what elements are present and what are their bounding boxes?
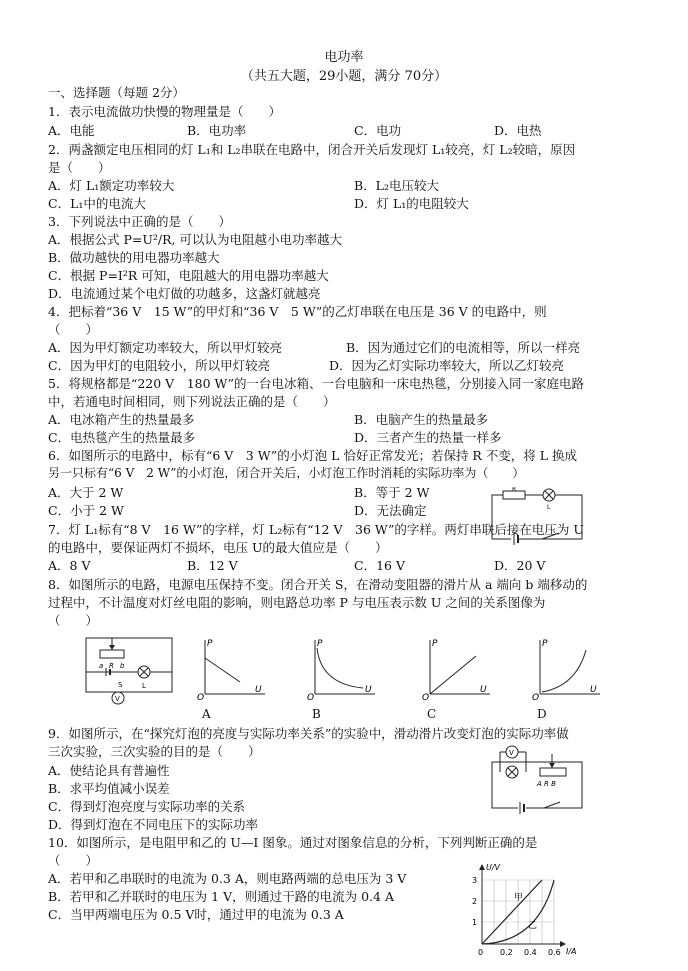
svg-text:P: P: [432, 639, 438, 649]
svg-text:O: O: [532, 693, 540, 702]
q4-option-a: A．因为甲灯额定功率较大，所以甲灯较亮: [48, 340, 283, 355]
q5-stem-line1: 5．将规格都是“220 V 180 W”的一台电冰箱、一台电脑和一床电热毯，分别接入同一家庭电路: [48, 376, 585, 391]
q10-ytick-3: 3: [472, 876, 478, 885]
svg-text:U: U: [365, 685, 372, 695]
q2-option-a: A．灯 L₁额定功率较大: [48, 178, 175, 193]
q9-option-c: C．得到灯泡亮度与实际功率的关系: [48, 799, 246, 814]
q9-circuit-diagram: [482, 742, 588, 814]
svg-text:O: O: [197, 693, 205, 702]
svg-text:R: R: [109, 662, 114, 670]
q10-xtick-3: 0.6: [548, 948, 561, 957]
q3-option-b: B．做功越快的用电器功率越大: [48, 250, 220, 265]
svg-text:U: U: [480, 685, 487, 695]
q8-graph-d-label: D: [537, 707, 547, 721]
q10-xtick-1: 0.2: [500, 948, 513, 957]
q10-option-c: C．当甲两端电压为 0.5 V时，通过甲的电流为 0.3 A: [48, 907, 344, 922]
page-subtitle: （共五大题，29小题，满分 70分）: [240, 69, 448, 84]
svg-text:O: O: [422, 693, 430, 702]
q6-stem-line1: 6．如图所示的电路中，标有“6 V 3 W”的小灯泡 L 恰好正常发光；若保持 R 不变，将 L 换成: [48, 448, 578, 463]
q3-option-a: A．根据公式 P=U²/R, 可以认为电阻越小电功率越大: [48, 232, 343, 247]
q4-option-c: C．因为甲灯的电阻较小，所以甲灯较亮: [48, 358, 271, 373]
q10-option-a: A．若甲和乙串联时的电流为 0.3 A，则电路两端的总电压为 3 V: [48, 871, 407, 886]
svg-text:V: V: [115, 695, 120, 703]
q10-option-b: B．若甲和乙并联时的电压为 1 V，则通过干路的电流为 0.4 A: [48, 889, 394, 904]
q4-stem-line1: 4．把标着“36 V 15 W”的甲灯和“36 V 5 W”的乙灯串联在电压是 36 V 的电路中，则: [48, 304, 547, 319]
q9-stem-line2: 三次实验，三次实验的目的是（ ）: [48, 744, 261, 759]
q9-option-a: A．使结论具有普遍性: [48, 763, 170, 778]
q6-option-c: C．小于 2 W: [48, 503, 124, 518]
page-title: 电功率: [324, 50, 364, 65]
q10-y-axis-label: U/V: [486, 863, 501, 872]
section-heading: 一、选择题（每题 2分）: [48, 85, 185, 100]
q8-graph-b-label: B: [312, 707, 321, 721]
q8-graph-c-label: C: [427, 707, 437, 721]
q3-option-d: D．电流通过某个电灯做的功越多，这盏灯就越亮: [48, 286, 321, 301]
svg-text:b: b: [120, 662, 125, 670]
q8-circuit-diagram: [82, 632, 178, 706]
q7-option-a: A．8 V: [48, 558, 91, 573]
q4-option-b: B．因为通过它们的电流相等，所以一样亮: [346, 340, 581, 355]
q5-stem-line2: 中，若通电时间相同，则下列说法正确的是（ ）: [48, 394, 336, 409]
svg-text:a: a: [99, 662, 104, 670]
q6-option-d: D．无法确定: [354, 503, 427, 518]
q10-ytick-2: 2: [472, 897, 478, 906]
q6-stem-line2: 另一只标有“6 V 2 W”的小灯泡，闭合开关后，小灯泡工作时消耗的实际功率为（ ）: [48, 466, 525, 480]
q7-stem-line1: 7．灯 L₁标有“8 V 16 W”的字样，灯 L₂标有“12 V 36 W”的字样。两灯串联后接在电压为 U: [48, 522, 584, 537]
q7-option-b: B．12 V: [187, 558, 238, 573]
svg-text:P: P: [542, 639, 548, 649]
q3-stem: 3．下列说法中正确的是（ ）: [48, 214, 231, 229]
q6-option-a: A．大于 2 W: [48, 485, 124, 500]
q10-stem-line1: 10．如图所示，是电阻甲和乙的 U—I 图象。通过对图象信息的分析，下列判断正确的是: [48, 835, 538, 850]
q3-option-c: C．根据 P=I²R 可知，电阻越大的用电器功率越大: [48, 268, 329, 283]
q10-series-yi-label: 乙: [528, 921, 538, 931]
q8-graph-a: [195, 636, 267, 702]
q10-ytick-1: 1: [472, 918, 478, 927]
svg-text:O: O: [307, 693, 315, 702]
svg-text:U: U: [590, 685, 597, 695]
q4-option-d: D．因为乙灯实际功率较大，所以乙灯较亮: [329, 358, 565, 373]
svg-text:P: P: [317, 639, 323, 649]
q10-ui-graph: [468, 862, 586, 958]
q9-option-d: D．得到灯泡在不同电压下的实际功率: [48, 817, 259, 832]
svg-text:R: R: [512, 487, 517, 493]
q7-option-c: C．16 V: [354, 558, 405, 573]
q10-series-jia-label: 甲: [514, 893, 524, 903]
svg-text:S: S: [118, 681, 123, 689]
svg-text:L: L: [547, 504, 551, 511]
q10-stem-line2: （ ）: [48, 853, 99, 868]
q4-stem-line2: （ ）: [48, 322, 99, 337]
q5-option-b: B．电脑产生的热量最多: [354, 412, 489, 427]
svg-text:P: P: [207, 639, 213, 649]
q10-xtick-0: 0: [478, 948, 484, 957]
q8-stem-line2: 过程中，不计温度对灯丝电阻的影响，则电路总功率 P 与电压表示数 U 之间的关系图像为: [48, 595, 546, 610]
svg-text:L: L: [142, 682, 146, 690]
q9-stem-line1: 9．如图所示，在“探究灯泡的亮度与实际功率关系”的实验中，滑动滑片改变灯泡的实际功率做: [48, 726, 569, 741]
q1-option-d: D．电热: [494, 123, 542, 138]
q8-graph-d: [530, 636, 602, 702]
q2-option-c: C．L₁中的电流大: [48, 196, 146, 211]
q5-option-a: A．电冰箱产生的热量最多: [48, 412, 195, 427]
q2-stem-line2: 是（ ）: [48, 160, 111, 175]
q8-graph-c: [420, 636, 492, 702]
q8-stem-line3: （ ）: [48, 613, 99, 628]
q6-option-b: B．等于 2 W: [354, 485, 430, 500]
q7-stem-line2: 的电路中，要保证两灯不损坏，电压 U的最大值应是（ ）: [48, 540, 388, 555]
svg-text:A R B: A R B: [537, 780, 556, 788]
q1-stem: 1．表示电流做功快慢的物理量是（ ）: [48, 104, 281, 119]
q5-option-d: D．三者产生的热量一样多: [354, 430, 502, 445]
q7-option-d: D．20 V: [494, 558, 546, 573]
q8-stem-line1: 8．如图所示的电路，电源电压保持不变。闭合开关 S，在滑动变阻器的滑片从 a 端向 b 端移动的: [48, 577, 588, 592]
q10-xtick-2: 0.4: [524, 948, 537, 957]
q2-option-b: B．L₂电压较大: [354, 178, 439, 193]
q1-option-c: C．电功: [354, 123, 402, 138]
q2-stem-line1: 2．两盏额定电压相同的灯 L₁和 L₂串联在电路中，闭合开关后发现灯 L₁较亮，灯 L₂较暗，原因: [48, 142, 576, 157]
svg-text:U: U: [255, 685, 262, 695]
q8-graph-b: [305, 636, 377, 702]
q2-option-d: D．灯 L₁的电阻较大: [354, 196, 469, 211]
q9-option-b: B．求平均值减小误差: [48, 781, 170, 796]
q1-option-a: A．电能: [48, 123, 95, 138]
q1-option-b: B．电功率: [187, 123, 247, 138]
svg-text:V: V: [509, 749, 514, 757]
q8-graph-a-label: A: [202, 707, 211, 721]
q5-option-c: C．电热毯产生的热量最多: [48, 430, 196, 445]
q10-x-axis-label: I/A: [566, 947, 577, 956]
